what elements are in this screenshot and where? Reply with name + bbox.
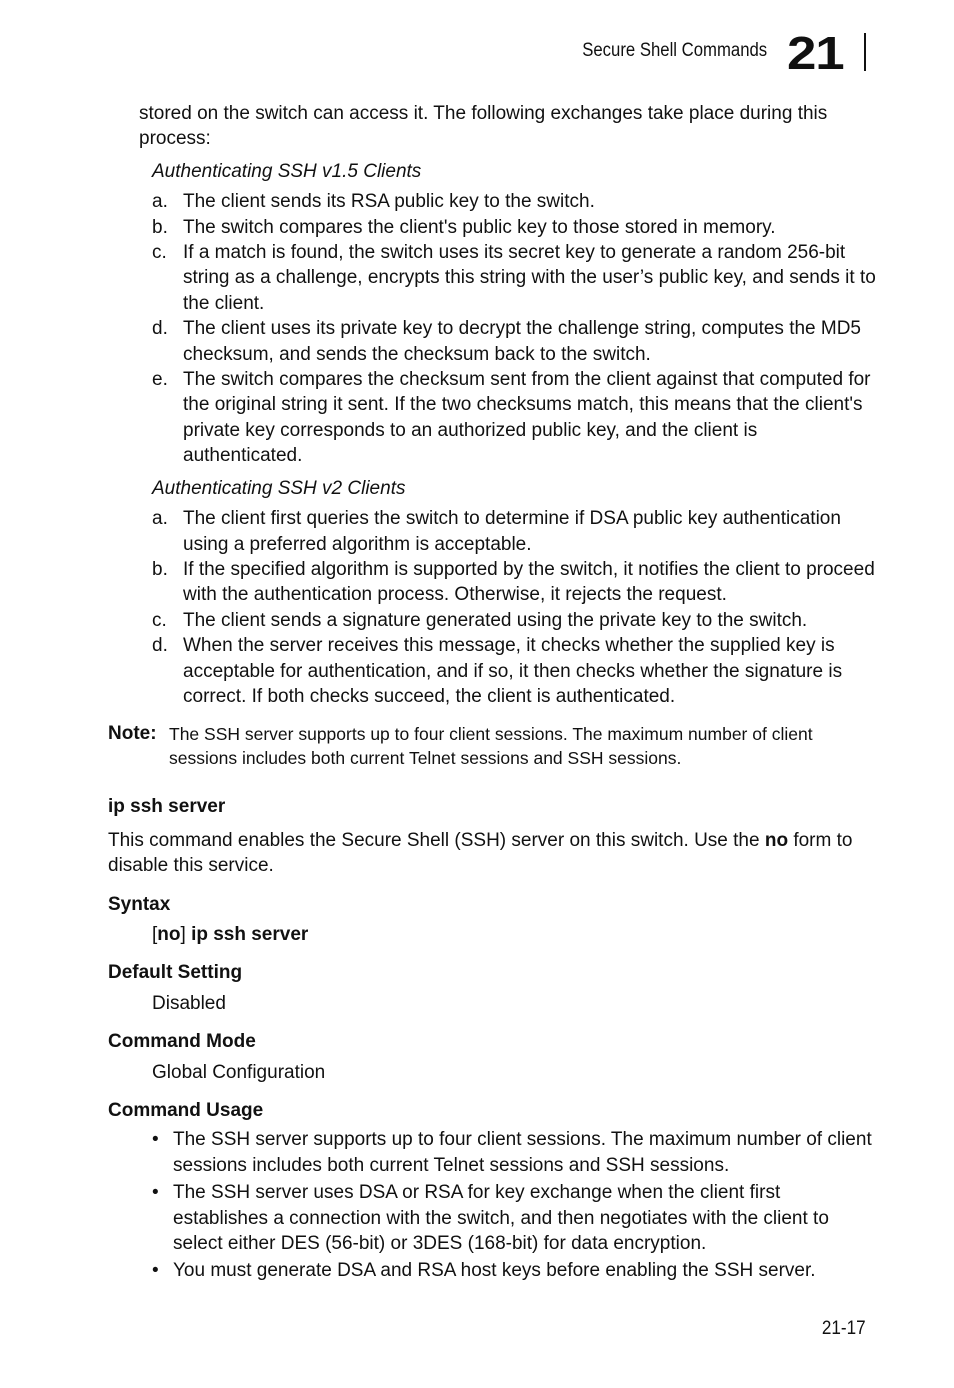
syntax-heading: Syntax — [108, 893, 171, 915]
no-keyword: no — [764, 829, 789, 851]
list-marker: c. — [152, 609, 167, 631]
bullet: • — [152, 1129, 159, 1151]
default-setting-heading: Default Setting — [108, 962, 243, 984]
list-marker: e. — [152, 369, 168, 391]
list-item — [152, 1127, 878, 1178]
list-item — [152, 608, 878, 633]
list-item — [152, 506, 878, 557]
list-item — [152, 316, 878, 367]
list-text: The SSH server supports up to four client sessions. The maximum number of client sessions includes both current Telnet sessions and SSH sessions. — [173, 1129, 872, 1176]
page-header — [0, 27, 954, 79]
note-block — [108, 722, 878, 770]
v2-heading: Authenticating SSH v2 Clients — [152, 477, 406, 499]
syntax-line — [152, 922, 878, 947]
list-text: The client first queries the switch to determine if DSA public key authentication using a preferred algorithm is acceptable. — [183, 508, 841, 555]
list-text: If the specified algorithm is supported by the switch, it notifies the client to proceed with the authentication process. Otherwise, it rejects the request. — [183, 558, 875, 606]
list-item — [152, 367, 878, 469]
page-number: 21-17 — [822, 1318, 866, 1339]
list-text: The client sends a signature generated using the private key to the switch. — [183, 609, 808, 631]
bracket: ] — [180, 923, 192, 945]
intro-paragraph: stored on the switch can access it. The following exchanges take place during this process: — [139, 103, 828, 150]
list-item — [152, 240, 878, 316]
v2-steps — [152, 506, 878, 709]
list-text: You must generate DSA and RSA host keys before enabling the SSH server. — [173, 1260, 816, 1282]
list-item — [152, 189, 878, 214]
command-mode-value: Global Configuration — [152, 1061, 326, 1083]
note-label: Note: — [108, 723, 157, 745]
list-marker: d. — [152, 318, 168, 340]
chapter-number: 21 — [787, 27, 844, 79]
list-text: If a match is found, the switch uses its secret key to generate a random 256-bit string as a challenge, encrypts this string with the user’s public key, and sends it to the client. — [183, 242, 876, 314]
list-text: The SSH server uses DSA or RSA for key exchange when the client first establishes a connection with the switch, and then negotiates with the client to select either DES (56-bit) or 3DES (168-bit) for data encryption. — [173, 1182, 829, 1255]
list-marker: b. — [152, 558, 168, 580]
description-text: This command enables the Secure Shell (SSH) server on this switch. Use the — [108, 829, 765, 851]
list-marker: c. — [152, 242, 167, 264]
list-item — [152, 557, 878, 608]
list-item — [152, 1258, 878, 1283]
syntax-command: ip ssh server — [191, 923, 309, 945]
list-text: The client uses its private key to decrypt the challenge string, computes the MD5 checksum, and sends the checksum back to the switch. — [183, 318, 861, 365]
command-mode-heading: Command Mode — [108, 1031, 256, 1053]
list-marker: d. — [152, 635, 168, 657]
list-item — [152, 215, 878, 240]
list-marker: b. — [152, 216, 168, 238]
command-description — [108, 828, 878, 879]
list-marker: a. — [152, 508, 168, 530]
note-text: The SSH server supports up to four client sessions. The maximum number of client sessions includes both current Telnet sessions and SSH sessions. — [169, 724, 813, 769]
default-setting-value: Disabled — [152, 992, 226, 1014]
v15-steps — [152, 189, 878, 468]
bullet: • — [152, 1182, 159, 1204]
command-usage-heading: Command Usage — [108, 1100, 264, 1121]
running-header-title: Secure Shell Commands — [582, 40, 767, 61]
list-text: The switch compares the checksum sent from the client against that computed for the original string it sent. If the two checksums match, this means that the client's private key corresponds to an authorized public key, and the client is authenticated. — [183, 369, 871, 467]
syntax-no: no — [157, 923, 181, 945]
v15-heading: Authenticating SSH v1.5 Clients — [152, 160, 422, 182]
list-text: The client sends its RSA public key to the switch. — [183, 191, 595, 213]
list-text: The switch compares the client's public key to those stored in memory. — [183, 216, 776, 238]
list-item — [152, 1180, 878, 1256]
command-heading: ip ssh server — [108, 796, 226, 818]
command-usage-list — [152, 1127, 878, 1283]
list-marker: a. — [152, 191, 168, 213]
list-item — [152, 633, 878, 709]
list-text: When the server receives this message, it checks whether the supplied key is acceptable for authentication, and if so, it then checks whether the signature is correct. If both checks succeed, the client is authenticated. — [183, 635, 843, 707]
page-content — [108, 101, 878, 1286]
bracket: [ — [152, 923, 158, 945]
description-text: form to disable this service. — [108, 829, 853, 877]
chapter-rule — [864, 33, 866, 71]
bullet: • — [152, 1260, 159, 1282]
